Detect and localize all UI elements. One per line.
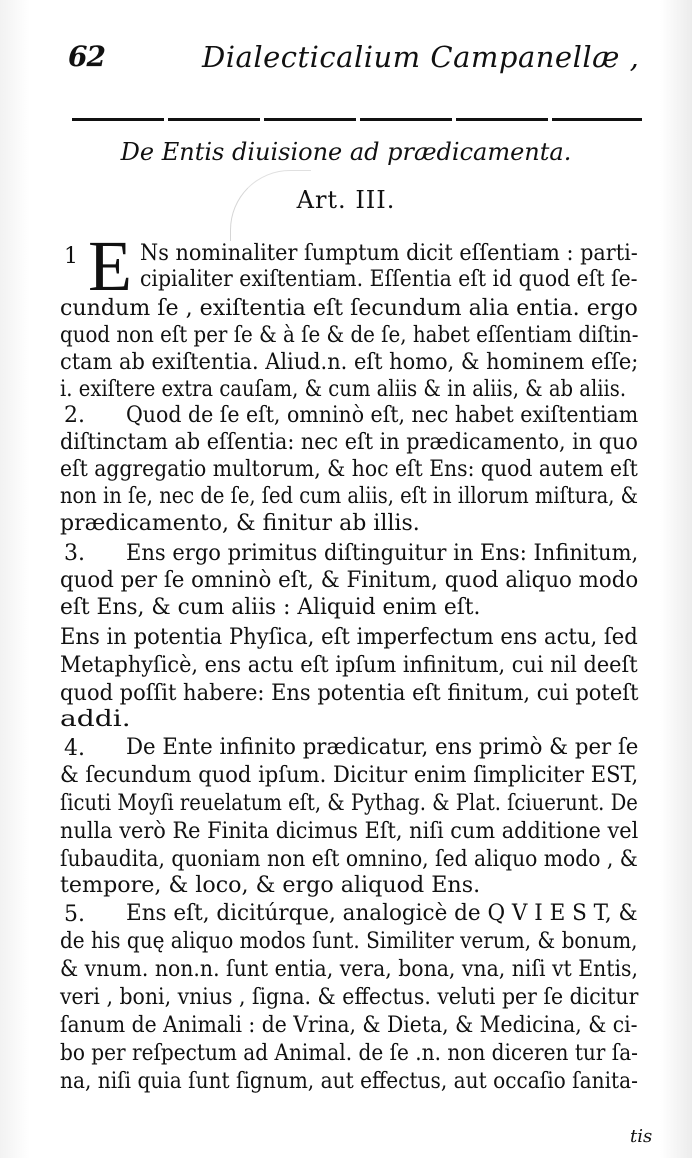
text-line: ctam ab exiſtentia. Aliud.n. eſt homo, & hominem eſſe;: [60, 349, 639, 375]
paragraph-number: 2.: [64, 403, 85, 428]
text-line: non in ſe, nec de ſe, ſed cum aliis, eſt in illorum miſtura, &: [60, 483, 638, 509]
running-title: Dialecticalium Campanellæ ,: [202, 40, 640, 74]
text-line: bo per reſpectum ad Animal. de ſe .n. non diceren tur ſa-: [60, 1040, 638, 1066]
text-line: tempore, & loco, & ergo aliquod Ens.: [60, 872, 481, 898]
text-line: ſicuti Moyſi reuelatum eſt, & Pythag. & Plat. ſciuerunt. De: [60, 790, 638, 816]
text-line: eſt aggregatio multorum, & hoc eſt Ens: quod autem eſt: [60, 456, 638, 482]
catchword: tis: [630, 1126, 653, 1147]
paragraph-number: 5.: [64, 902, 85, 927]
text-line: quod per ſe omninò eſt, & Finitum, quod aliquo modo: [60, 567, 639, 593]
paragraph-number: 4.: [64, 736, 85, 761]
text-line: addi.: [60, 706, 131, 732]
paragraph-number: 3.: [64, 541, 85, 566]
text-line: prædicamento, & finitur ab illis.: [60, 510, 420, 536]
text-line: i. exiſtere extra cauſam, & cum aliis & in aliis, & ab aliis.: [60, 376, 627, 402]
page-number: 62: [68, 40, 105, 73]
text-line: nulla verò Re Finita dicimus Eſt, niſi cum additione vel: [60, 818, 639, 844]
paragraph-number: 1: [64, 244, 78, 269]
text-line: Ens eſt, dicitúrque, analogicè de Q V I E S T, &: [126, 900, 638, 926]
text-line: cipialiter exiſtentiam. Eſſentia eſt id quod eſt ſe-: [140, 266, 638, 292]
text-line: ſubaudita, quoniam non eſt omnino, ſed aliquo modo , &: [60, 846, 638, 872]
text-line: cundum ſe , exiſtentia eſt ſecundum alia entia. ergo: [60, 295, 638, 321]
text-line: & ſecundum quod ipſum. Dicitur enim ſimpliciter EST,: [60, 762, 639, 788]
text-line: veri , boni, vnius , ſigna. & effectus. veluti per ſe dicitur: [60, 984, 639, 1010]
text-line: quod non eſt per ſe & à ſe & de ſe, habet eſſentiam diſtin-: [60, 322, 639, 348]
text-line: diſtinctam ab eſſentia: nec eſt in prædicamento, in quo: [60, 429, 638, 455]
text-line: & vnum. non.n. ſunt entia, vera, bona, vna, niſi vt Entis,: [60, 956, 638, 982]
text-line: Ens ergo primitus diſtinguitur in Ens: Infinitum,: [126, 540, 639, 566]
article-label: Art. III.: [296, 186, 396, 214]
text-line: Quod de ſe eſt, omninò eſt, nec habet exiſtentiam: [126, 402, 639, 428]
text-line: Metaphyſicè, ens actu eſt ipſum infinitum, cui nil deeſt: [60, 652, 638, 678]
text-line: quod poſſit habere: Ens potentia eſt finitum, cui poteſt: [60, 680, 639, 706]
text-line: Ens in potentia Phyſica, eſt imperfectum ens actu, ſed: [60, 624, 638, 650]
text-line: De Ente infinito prædicatur, ens primò & per ſe: [126, 734, 639, 760]
drop-cap: E: [88, 226, 132, 306]
text-line: ſanum de Animali : de Vrina, & Dieta, & Medicina, & ci-: [60, 1012, 638, 1038]
text-line: Ns nominaliter ſumptum dicit eſſentiam : parti-: [140, 240, 638, 266]
text-line: de his quę aliquo modos ſunt. Similiter verum, & bonum,: [60, 928, 638, 954]
text-line: eſt Ens, & cum aliis : Aliquid enim eſt.: [60, 594, 481, 620]
section-heading: De Entis diuisione ad prædicamenta.: [120, 138, 572, 166]
text-line: na, niſi quia ſunt ſignum, aut effectus, aut occaſio ſanita-: [60, 1068, 638, 1094]
